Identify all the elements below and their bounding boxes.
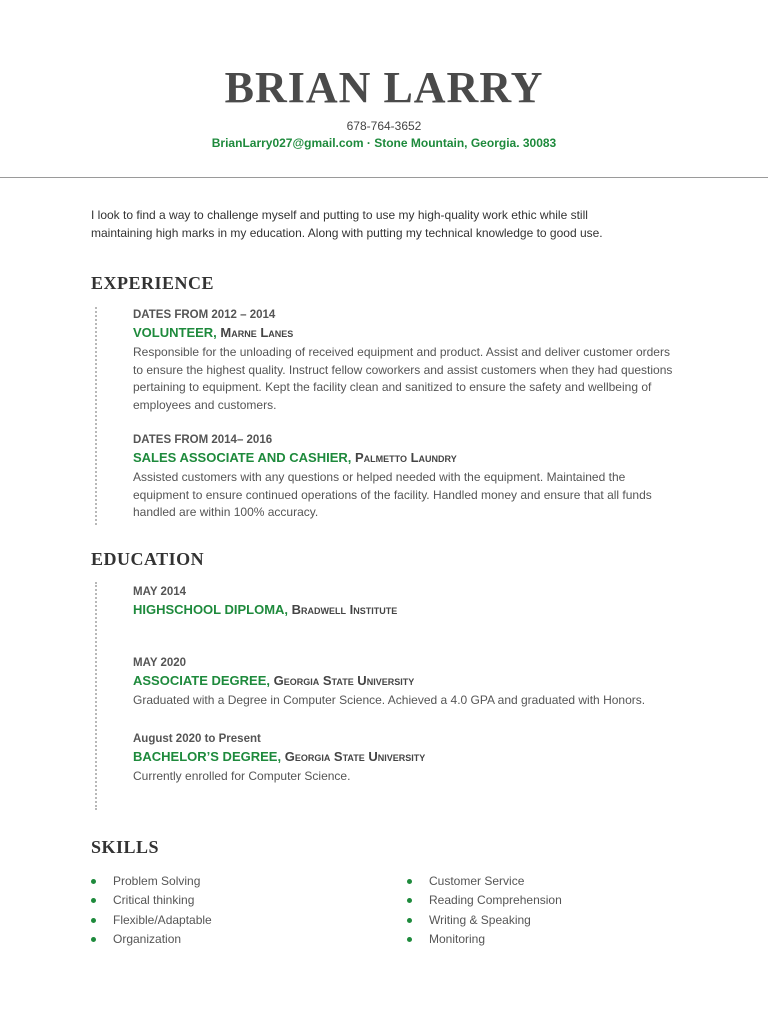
skills-list-left [91,872,212,949]
bullet-icon [407,937,412,942]
bullet-icon [407,898,412,903]
entry-description: Assisted customers with any questions or helped needed with the equipment. Maintained the equipment to ensure continued operations of the facility. Handled money and ensure that all funds handled are within 100% accuracy. [133,470,652,519]
first-name: BRIAN [224,63,372,112]
entry-role [133,600,678,620]
degree-title: ASSOCIATE DEGREE, [133,673,271,688]
entry-dates: DATES FROM 2012 – 2014 [133,309,276,321]
skills-heading: SKILLS [91,837,160,857]
skill-label: Reading Comprehension [429,893,562,908]
institution: Bradwell Institute [291,602,398,617]
entry-description: Responsible for the unloading of received equipment and product. Assist and deliver customer orders to ensure the highest quality. Instruct fellow coworkers and assist customers when they had questions pertaining to equipment. Kept the facility clean and sanitized to ensure the safety and wellbeing of employees and customers. [133,345,673,412]
header-divider [0,177,768,178]
experience-entry [133,432,678,522]
entry-role [133,448,678,468]
contact-line: BrianLarry027@gmail.com · Stone Mountain, Georgia. 30083 [211,136,557,150]
bullet-icon [91,918,96,923]
job-title: SALES ASSOCIATE AND CASHIER, [133,450,352,465]
skill-item [407,930,562,949]
education-entry [133,655,678,710]
entry-role [133,747,678,767]
bullet-icon [407,879,412,884]
skill-item [407,891,562,910]
skill-label: Organization [113,931,182,946]
institution: Georgia State University [284,749,426,764]
bullet-icon [407,918,412,923]
bullet-icon [91,937,96,942]
institution: Georgia State University [273,673,415,688]
education-heading: EDUCATION [91,549,205,569]
employer: Marne Lanes [220,325,294,340]
skill-item [407,911,562,930]
skill-item [407,872,562,891]
objective-statement: I look to find a way to challenge myself and putting to use my high-quality work ethic while still maintaining high marks in my education. Along with putting my technical knowledge to good use. [91,208,603,240]
bullet-icon [91,898,96,903]
experience-timeline [95,307,97,525]
education-timeline [95,582,97,810]
job-title: VOLUNTEER, [133,325,217,340]
skill-label: Writing & Speaking [429,912,531,927]
degree-title: HIGHSCHOOL DIPLOMA, [133,602,289,617]
bullet-icon [91,879,96,884]
experience-heading: EXPERIENCE [91,273,215,293]
candidate-name [0,62,768,114]
entry-dates: MAY 2014 [133,586,187,598]
entry-dates: August 2020 to Present [133,733,261,745]
resume-header [0,0,768,152]
skill-label: Critical thinking [113,893,195,908]
entry-role [133,323,678,343]
phone-number: 678-764-3652 [346,119,422,133]
entry-description: Currently enrolled for Computer Science. [133,769,351,783]
skills-list-right [407,872,562,949]
last-name: LARRY [383,63,544,112]
skill-label: Flexible/Adaptable [113,912,212,927]
education-entry [133,731,678,786]
skill-item [91,872,212,891]
degree-title: BACHELOR’S DEGREE, [133,749,282,764]
skill-item [91,911,212,930]
employer: Palmetto Laundry [355,450,457,465]
entry-description: Graduated with a Degree in Computer Science. Achieved a 4.0 GPA and graduated with Honors. [133,693,646,707]
education-entry [133,584,678,620]
entry-dates: DATES FROM 2014– 2016 [133,434,273,446]
skill-label: Monitoring [429,931,486,946]
skill-item [91,891,212,910]
skill-item [91,930,212,949]
entry-dates: MAY 2020 [133,657,187,669]
entry-role [133,671,678,691]
experience-entry [133,307,678,414]
skill-label: Customer Service [429,874,525,888]
skill-label: Problem Solving [113,874,201,888]
